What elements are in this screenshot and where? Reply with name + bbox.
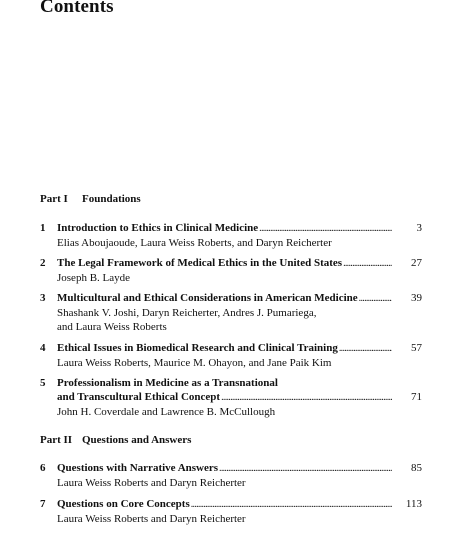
dot-leader bbox=[191, 497, 392, 512]
chapter-authors: Joseph B. Layde bbox=[57, 272, 131, 284]
chapter-number: 3 bbox=[40, 292, 46, 304]
dot-leader bbox=[219, 461, 392, 476]
chapter-title[interactable]: Multicultural and Ethical Considerations in American Medicine bbox=[57, 292, 358, 304]
toc-entry-chapter-5[interactable] bbox=[40, 376, 422, 419]
chapter-authors: Laura Weiss Roberts and Daryn Reicherter bbox=[57, 513, 246, 525]
chapter-title[interactable]: Ethical Issues in Biomedical Research and Clinical Training bbox=[57, 342, 338, 354]
toc-entry-chapter-1[interactable] bbox=[40, 221, 422, 250]
chapter-authors: Elias Aboujaoude, Laura Weiss Roberts, and Daryn Reicherter bbox=[57, 237, 332, 249]
page-number[interactable]: 39 bbox=[411, 292, 422, 304]
dot-leader bbox=[359, 291, 392, 306]
chapter-title[interactable]: The Legal Framework of Medical Ethics in the United States bbox=[57, 257, 343, 269]
part-title: Questions and Answers bbox=[82, 434, 192, 446]
chapter-number: 2 bbox=[40, 257, 46, 269]
chapter-title[interactable]: Questions on Core Concepts bbox=[57, 498, 190, 510]
page-number[interactable]: 27 bbox=[411, 257, 422, 269]
chapter-number: 7 bbox=[40, 498, 46, 510]
page-number[interactable]: 57 bbox=[411, 342, 422, 354]
part-label: Part I bbox=[40, 193, 68, 205]
page-number[interactable]: 113 bbox=[405, 498, 422, 510]
chapter-authors: John H. Coverdale and Lawrence B. McCullough bbox=[57, 406, 276, 418]
toc-entry-chapter-6[interactable] bbox=[40, 461, 422, 490]
chapter-title[interactable]: Professionalism in Medicine as a Transnational bbox=[57, 377, 278, 389]
chapter-number: 1 bbox=[40, 222, 46, 234]
page-number[interactable]: 71 bbox=[411, 391, 422, 403]
toc-entry-chapter-7[interactable] bbox=[40, 497, 422, 526]
chapter-number: 4 bbox=[40, 342, 46, 354]
part-heading-1 bbox=[40, 193, 141, 205]
chapter-title[interactable]: Questions with Narrative Answers bbox=[57, 462, 219, 474]
part-label: Part II bbox=[40, 434, 73, 446]
page-number[interactable]: 85 bbox=[411, 462, 422, 474]
chapter-number: 5 bbox=[40, 377, 46, 389]
dot-leader bbox=[259, 221, 392, 236]
toc-entry-chapter-3[interactable] bbox=[40, 291, 422, 334]
dot-leader bbox=[221, 390, 392, 405]
part-title: Foundations bbox=[82, 193, 141, 205]
chapter-authors: Shashank V. Joshi, Daryn Reicherter, Andres J. Pumariega, and Laura Weiss Roberts bbox=[57, 307, 317, 333]
chapter-number: 6 bbox=[40, 462, 46, 474]
chapter-title-continued[interactable]: and Transcultural Ethical Concept bbox=[57, 391, 221, 403]
chapter-title[interactable]: Introduction to Ethics in Clinical Medicine bbox=[57, 222, 259, 234]
part-heading-2 bbox=[40, 434, 191, 446]
toc-entry-chapter-4[interactable] bbox=[40, 341, 422, 370]
chapter-authors: Laura Weiss Roberts, Maurice M. Ohayon, and Jane Paik Kim bbox=[57, 357, 332, 369]
toc-entry-chapter-2[interactable] bbox=[40, 256, 422, 285]
dot-leader bbox=[343, 256, 392, 271]
page-number[interactable]: 3 bbox=[416, 222, 422, 234]
page-title: Contents bbox=[40, 0, 114, 17]
dot-leader bbox=[339, 341, 392, 356]
chapter-authors: Laura Weiss Roberts and Daryn Reicherter bbox=[57, 477, 246, 489]
